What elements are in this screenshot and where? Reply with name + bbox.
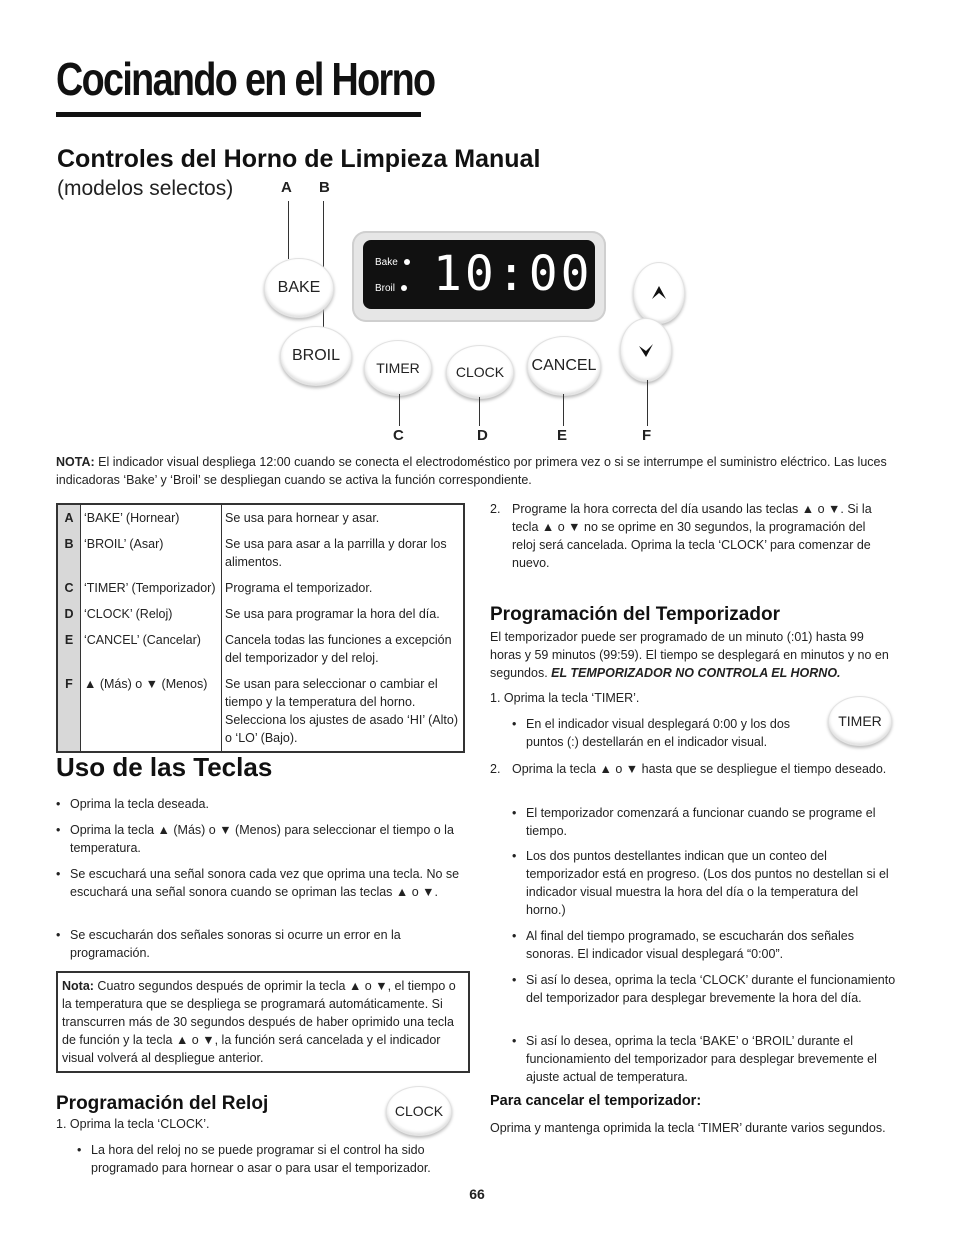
key-letter: F <box>57 671 81 752</box>
page-title: Cocinando en el Horno <box>56 53 435 105</box>
leader-a <box>288 201 289 259</box>
reloj-step-1: 1. Oprima la tecla ‘CLOCK’. <box>56 1117 210 1131</box>
temporizador-step-1: 1. Oprima la tecla ‘TIMER’. <box>490 691 640 705</box>
reloj-step-2-number: 2. <box>490 502 501 516</box>
label-c: C <box>393 427 404 444</box>
temporizador-bullet-text: En el indicador visual desplegará 0:00 y los dos puntos (:) destellarán en el indicador visual. <box>526 717 791 749</box>
temporizador-bullet-1: • El temporizador comenzará a funcionar cuando se programe el tiempo. <box>512 806 876 838</box>
bake-indicator-dot <box>404 259 410 265</box>
timer-key[interactable]: TIMER <box>364 340 432 396</box>
key-name: ‘CANCEL’ (Cancelar) <box>81 627 222 671</box>
leader-d <box>479 397 480 426</box>
key-description: Se usa para asar a la parrilla y dorar los alimentos. <box>225 537 447 569</box>
display-time: 10:00 <box>433 246 593 302</box>
leader-f <box>647 380 648 426</box>
uso-bullet-text: Oprima la tecla ▲ (Más) o ▼ (Menos) para seleccionar el tiempo o la temperatura. <box>70 823 454 855</box>
down-arrow-icon <box>636 340 656 360</box>
key-name: ‘TIMER’ (Temporizador) <box>81 575 222 601</box>
temporizador-bullet-2: • Los dos puntos destellantes indican que un conteo del temporizador está en progreso. (Los dos puntos no destellan si el indicador visual muestra la hora del día o la temperatura del horno.) <box>512 849 889 917</box>
clock-key[interactable]: CLOCK <box>446 345 514 399</box>
temporizador-bullet-text: Al final del tiempo programado, se escucharán dos señales sonoras. El indicador visual desplegará “0:00”. <box>526 929 854 961</box>
uso-note-box <box>56 971 470 1073</box>
down-key[interactable] <box>620 318 672 382</box>
uso-bullet-4: • Se escucharán dos señales sonoras si ocurre un error en la programación. <box>56 928 401 960</box>
leader-e <box>563 394 564 426</box>
broil-key[interactable]: BROIL <box>280 326 352 386</box>
up-key[interactable] <box>633 262 685 324</box>
key-function-table <box>56 503 465 753</box>
temporizador-bullet-text: Si así lo desea, oprima la tecla ‘BAKE’ o ‘BROIL’ durante el funcionamiento del temporizador para desplegar brevemente el ajuste actual de temperatura. <box>526 1034 877 1084</box>
key-name: ‘BROIL’ (Asar) <box>81 531 222 575</box>
table-row <box>57 504 464 531</box>
temporizador-step-2 <box>490 760 892 778</box>
key-description: Se usa para hornear y asar. <box>225 511 380 525</box>
cancel-timer-heading: Para cancelar el temporizador: <box>490 1093 702 1109</box>
uso-note-label: Nota: <box>62 979 94 993</box>
temporizador-bullet-4: • Si así lo desea, oprima la tecla ‘CLOCK’ durante el funcionamiento del temporizador para desplegar brevemente la hora del día. <box>512 973 896 1005</box>
broil-indicator <box>375 283 407 294</box>
key-letter: E <box>57 627 81 671</box>
page-number: 66 <box>469 1186 485 1202</box>
reloj-step-1-bullet: • La hora del reloj no se puede programar si el control ha sido programado para hornear o asar o para usar el temporizador. <box>77 1143 431 1175</box>
broil-indicator-label: Broil <box>375 283 396 294</box>
uso-note-text: Cuatro segundos después de oprimir la tecla ▲ o ▼, el tiempo o la temperatura que se despliega se programará automáticamente. Si transcurren más de 30 segundos después de haber oprimido una tecla de función y la tecla ▲ o ▼, la función será cancelada y el indicador visual volverá al despliegue anterior. <box>62 979 456 1065</box>
temporizador-bullet-3: • Al final del tiempo programado, se escucharán dos señales sonoras. El indicador visual desplegará “0:00”. <box>512 929 854 961</box>
up-arrow-icon <box>649 283 669 303</box>
clock-key-illustration: CLOCK <box>386 1086 452 1136</box>
leader-c <box>399 394 400 426</box>
key-name: ‘BAKE’ (Hornear) <box>81 504 222 531</box>
key-description: Se usa para programar la hora del día. <box>225 607 440 621</box>
label-d: D <box>477 427 488 444</box>
temporizador-step-2-text: Oprima la tecla ▲ o ▼ hasta que se despliegue el tiempo deseado. <box>512 762 887 776</box>
reloj-step-2 <box>490 500 892 572</box>
temporizador-bullet-5: • Si así lo desea, oprima la tecla ‘BAKE’ o ‘BROIL’ durante el funcionamiento del temporizador para desplegar brevemente el ajuste actual de temperatura. <box>512 1034 877 1084</box>
temporizador-intro <box>490 628 896 682</box>
table-row <box>57 601 464 627</box>
display-note <box>56 453 896 489</box>
key-letter: C <box>57 575 81 601</box>
bake-key[interactable]: BAKE <box>264 258 334 318</box>
temporizador-bullet-text: Los dos puntos destellantes indican que un conteo del temporizador está en progreso. (Los dos puntos no destellan si el indicador visual muestra la hora del día o la temperatura del horno.) <box>526 849 889 917</box>
timer-key-illustration: TIMER <box>828 696 892 746</box>
temporizador-intro-text: El temporizador puede ser programado de un minuto (:01) hasta 99 horas y 59 minutos (99:59). El tiempo se desplegará en minutos y no en segundos. <box>490 630 889 680</box>
uso-bullet-3: • Se escuchará una señal sonora cada vez que oprima una tecla. No se escuchará una señal sonora cuando se opriman las teclas ▲ o ▼. <box>56 867 460 899</box>
reloj-heading: Programación del Reloj <box>56 1093 269 1114</box>
uso-bullet-2: • Oprima la tecla ▲ (Más) o ▼ (Menos) para seleccionar el tiempo o la temperatura. <box>56 823 454 855</box>
key-letter: B <box>57 531 81 575</box>
nota-label: NOTA: <box>56 455 95 469</box>
uso-bullet-text: Oprima la tecla deseada. <box>70 797 209 811</box>
controls-heading: Controles del Horno de Limpieza Manual <box>57 145 541 173</box>
label-a: A <box>281 179 292 196</box>
bake-indicator-label: Bake <box>375 257 398 268</box>
uso-bullet-text: Se escucharán dos señales sonoras si ocurre un error en la programación. <box>70 928 401 960</box>
table-row <box>57 531 464 575</box>
controls-subheading: (modelos selectos) <box>57 177 234 200</box>
label-b: B <box>319 179 330 196</box>
uso-bullet-text: Se escuchará una señal sonora cada vez que oprima una tecla. No se escuchará una señal sonora cuando se opriman las teclas ▲ o ▼. <box>70 867 460 899</box>
key-description: Se usan para seleccionar o cambiar el tiempo y la temperatura del horno. Selecciona los ajustes de asado ‘HI’ (Alto) o ‘LO’ (Bajo). <box>225 677 458 745</box>
temporizador-step-2-number: 2. <box>490 762 501 776</box>
display-screen <box>363 240 595 309</box>
title-rule <box>56 112 421 117</box>
temporizador-step-1-bullet: • En el indicador visual desplegará 0:00 y los dos puntos (:) destellarán en el indicador visual. <box>512 717 791 749</box>
temporizador-bullet-text: El temporizador comenzará a funcionar cuando se programe el tiempo. <box>526 806 876 838</box>
temporizador-heading: Programación del Temporizador <box>490 604 780 625</box>
key-description: Cancela todas las funciones a excepción del temporizador y del reloj. <box>225 633 452 665</box>
reloj-step-2-text: Programe la hora correcta del día usando las teclas ▲ o ▼. Si la tecla ▲ o ▼ no se oprime en 30 segundos, la programación del reloj será cancelada. Oprima la tecla ‘CLOCK’ para comenzar de nuevo. <box>512 502 872 570</box>
uso-bullet-1: • Oprima la tecla deseada. <box>56 797 209 811</box>
label-f: F <box>642 427 652 444</box>
cancel-timer-text: Oprima y mantenga oprimida la tecla ‘TIMER’ durante varios segundos. <box>490 1121 886 1135</box>
key-name: ‘CLOCK’ (Reloj) <box>81 601 222 627</box>
table-row <box>57 575 464 601</box>
table-row <box>57 671 464 752</box>
bake-indicator <box>375 257 410 268</box>
uso-heading: Uso de las Teclas <box>56 752 273 782</box>
key-letter: D <box>57 601 81 627</box>
broil-indicator-dot <box>401 285 407 291</box>
key-name: ▲ (Más) o ▼ (Menos) <box>81 671 222 752</box>
oven-display <box>352 231 606 322</box>
reloj-bullet-text: La hora del reloj no se puede programar si el control ha sido programado para hornear o asar o para usar el temporizador. <box>91 1143 431 1175</box>
label-e: E <box>557 427 568 444</box>
temporizador-warning: EL TEMPORIZADOR NO CONTROLA EL HORNO. <box>551 666 841 680</box>
table-row <box>57 627 464 671</box>
nota-text: El indicador visual despliega 12:00 cuando se conecta el electrodoméstico por primera vez o si se interrumpe el suministro eléctrico. Las luces indicadoras ‘Bake’ y ‘Broil’ se despliegan cuando se activa la función correspondiente. <box>56 455 887 487</box>
temporizador-bullet-text: Si así lo desea, oprima la tecla ‘CLOCK’ durante el funcionamiento del temporizador para desplegar brevemente la hora del día. <box>526 973 896 1005</box>
cancel-key[interactable]: CANCEL <box>527 336 601 396</box>
key-description: Programa el temporizador. <box>225 581 373 595</box>
key-letter: A <box>57 504 81 531</box>
